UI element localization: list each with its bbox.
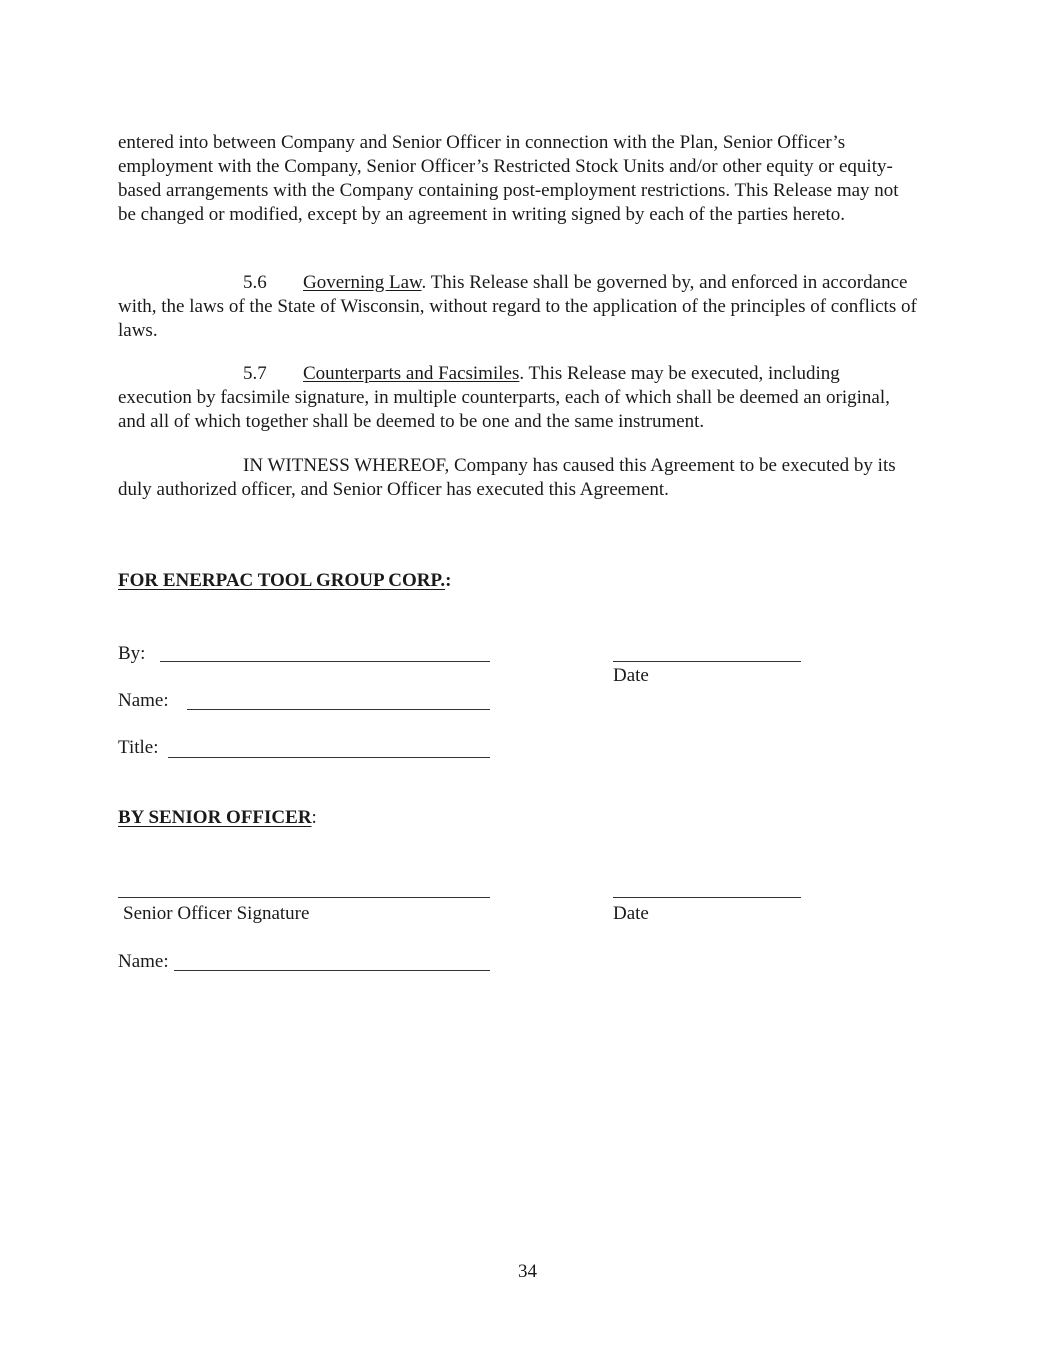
company-date-line[interactable] bbox=[613, 661, 801, 662]
company-name-line[interactable] bbox=[187, 709, 490, 710]
section-5-7 bbox=[118, 362, 918, 434]
by-signature-line[interactable] bbox=[160, 661, 490, 662]
section-5-6-number: 5.6 bbox=[243, 272, 267, 293]
officer-heading-text: BY SENIOR OFFICER bbox=[118, 807, 312, 828]
officer-heading bbox=[118, 806, 317, 830]
section-5-7-body: . This Release may be executed, including execution by facsimile signature, in multiple counterparts, each of which shall be deemed an original, and all of which together shall be deemed to be one and the same instrument. bbox=[118, 363, 890, 432]
officer-name-line[interactable] bbox=[174, 970, 490, 971]
officer-heading-suffix: : bbox=[311, 807, 317, 828]
company-heading-suffix: : bbox=[445, 570, 452, 591]
section-5-7-number: 5.7 bbox=[243, 363, 267, 384]
officer-name-label: Name: bbox=[118, 951, 169, 972]
company-heading bbox=[118, 569, 451, 593]
witness-paragraph bbox=[118, 454, 918, 502]
section-5-6-title: Governing Law bbox=[303, 272, 422, 293]
page-number: 34 bbox=[518, 1261, 537, 1282]
witness-text: IN WITNESS WHEREOF, Company has caused this Agreement to be executed by its duly authorized officer, and Senior Officer has executed this Agreement. bbox=[118, 455, 896, 500]
officer-date-line[interactable] bbox=[613, 897, 801, 898]
section-5-6 bbox=[118, 271, 918, 343]
company-name-label: Name: bbox=[118, 690, 169, 711]
officer-signature-line[interactable] bbox=[118, 897, 490, 898]
title-line[interactable] bbox=[168, 757, 490, 758]
section-5-6-body: . This Release shall be governed by, and enforced in accordance with, the laws of the State of Wisconsin, without regard to the application of the principles of conflicts of laws. bbox=[118, 272, 917, 341]
title-label: Title: bbox=[118, 737, 159, 758]
officer-date-label: Date bbox=[613, 903, 649, 924]
paragraph-continuation: entered into between Company and Senior Officer in connection with the Plan, Senior Officer’s employment with the Company, Senior Officer’s Restricted Stock Units and/or other equity or equity-based arrangements with the Company containing post-employment restrictions. This Release may not be changed or modified, except by an agreement in writing signed by each of the parties hereto. bbox=[118, 132, 899, 225]
officer-signature-label: Senior Officer Signature bbox=[123, 903, 310, 924]
section-5-7-title: Counterparts and Facsimiles bbox=[303, 363, 520, 384]
company-heading-text: FOR ENERPAC TOOL GROUP CORP. bbox=[118, 570, 446, 591]
by-label: By: bbox=[118, 643, 146, 664]
company-date-label: Date bbox=[613, 665, 649, 686]
